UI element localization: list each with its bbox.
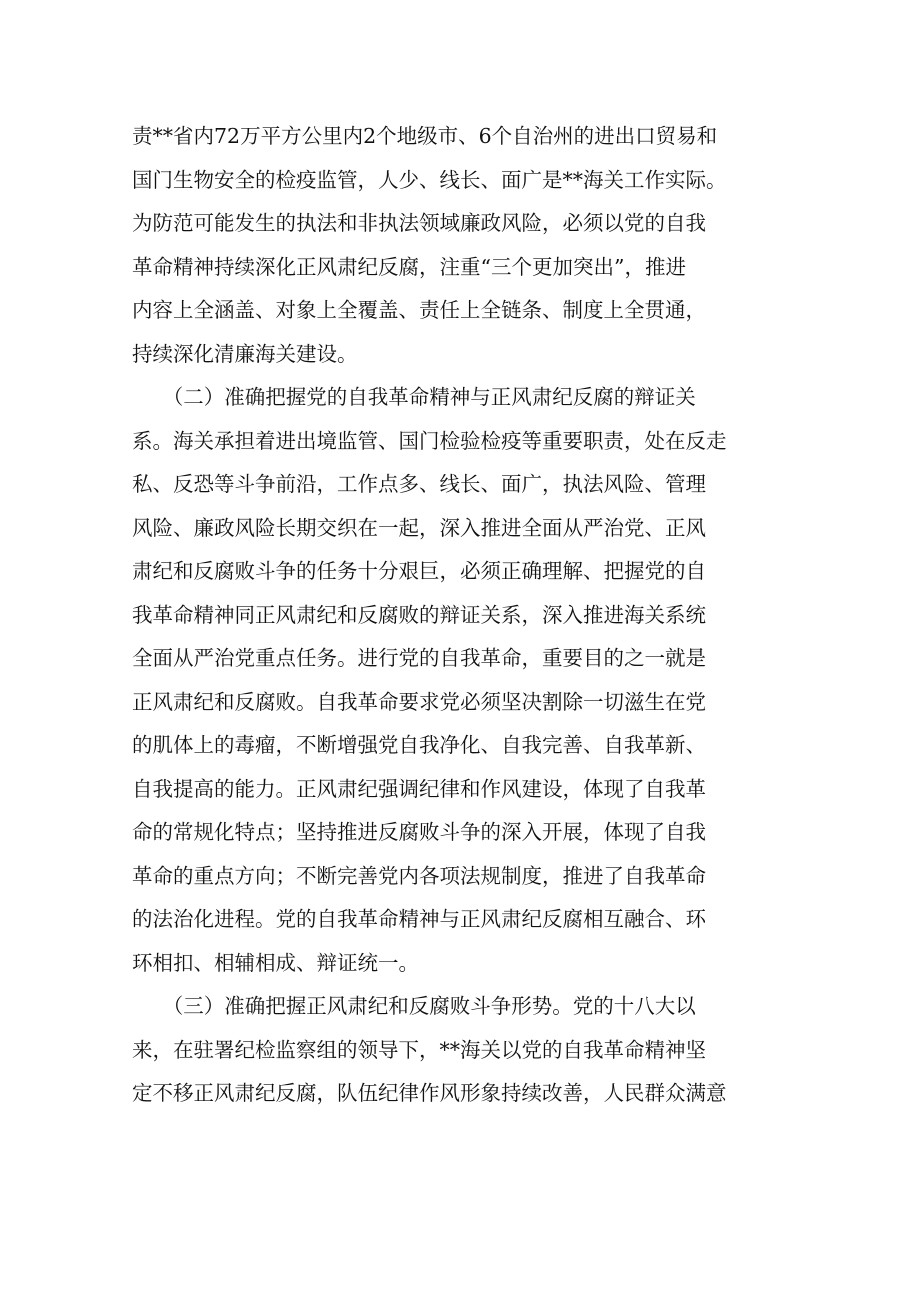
text-line: 为防范可能发生的执法和非执法领域廉政风险，必须以党的自我	[132, 211, 706, 235]
text-line: 定不移正风肃纪反腐，队伍纪律作风形象持续改善，人民群众满意	[132, 1081, 727, 1105]
text-line: 内容上全涵盖、对象上全覆盖、责任上全链条、制度上全贯通，	[132, 298, 706, 322]
text-line: 命的常规化特点；坚持推进反腐败斗争的深入开展，体现了自我	[132, 820, 706, 844]
text-line: 肃纪和反腐败斗争的任务十分艰巨，必须正确理解、把握党的自	[132, 559, 706, 583]
text-line: 正风肃纪和反腐败。自我革命要求党必须坚决割除一切滋生在党	[132, 689, 706, 714]
text-line: 我革命精神同正风肃纪和反腐败的辩证关系，深入推进海关系统	[132, 602, 706, 627]
text-line: 自我提高的能力。正风肃纪强调纪律和作风建设，体现了自我革	[132, 776, 706, 801]
section-heading-line: （二）准确把握党的自我革命精神与正风肃纪反腐的辩证关	[132, 385, 696, 409]
text-line: 的法治化进程。党的自我革命精神与正风肃纪反腐相互融合、环	[132, 907, 706, 931]
text-line: 环相扣、相辅相成、辩证统一。	[132, 950, 419, 975]
text-line: 责**省内72万平方公里内2个地级市、6个自治州的进出口贸易和	[132, 124, 718, 148]
text-line: 系。海关承担着进出境监管、国门检验检疫等重要职责，处在反走	[132, 428, 727, 453]
text-line: 的肌体上的毒瘤，不断增强党自我净化、自我完善、自我革新、	[132, 733, 706, 757]
text-line: 来，在驻署纪检监察组的领导下，**海关以党的自我革命精神坚	[132, 1037, 706, 1062]
text-line: 革命的重点方向；不断完善党内各项法规制度，推进了自我革命	[132, 863, 706, 888]
document-body	[132, 115, 802, 1116]
text-line: 革命精神持续深化正风肃纪反腐，注重“三个更加突出”，推进	[132, 254, 686, 279]
text-line: 国门生物安全的检疫监管，人少、线长、面广是**海关工作实际。	[132, 167, 727, 192]
text-line: 全面从严治党重点任务。进行党的自我革命，重要目的之一就是	[132, 646, 706, 670]
text-line: 风险、廉政风险长期交织在一起，深入推进全面从严治党、正风	[132, 515, 706, 540]
text-line: 私、反恐等斗争前沿，工作点多、线长、面广，执法风险、管理	[132, 472, 706, 496]
section-heading-line: （三）准确把握正风肃纪和反腐败斗争形势。党的十八大以	[132, 994, 696, 1018]
text-line: 持续深化清廉海关建设。	[132, 341, 358, 366]
